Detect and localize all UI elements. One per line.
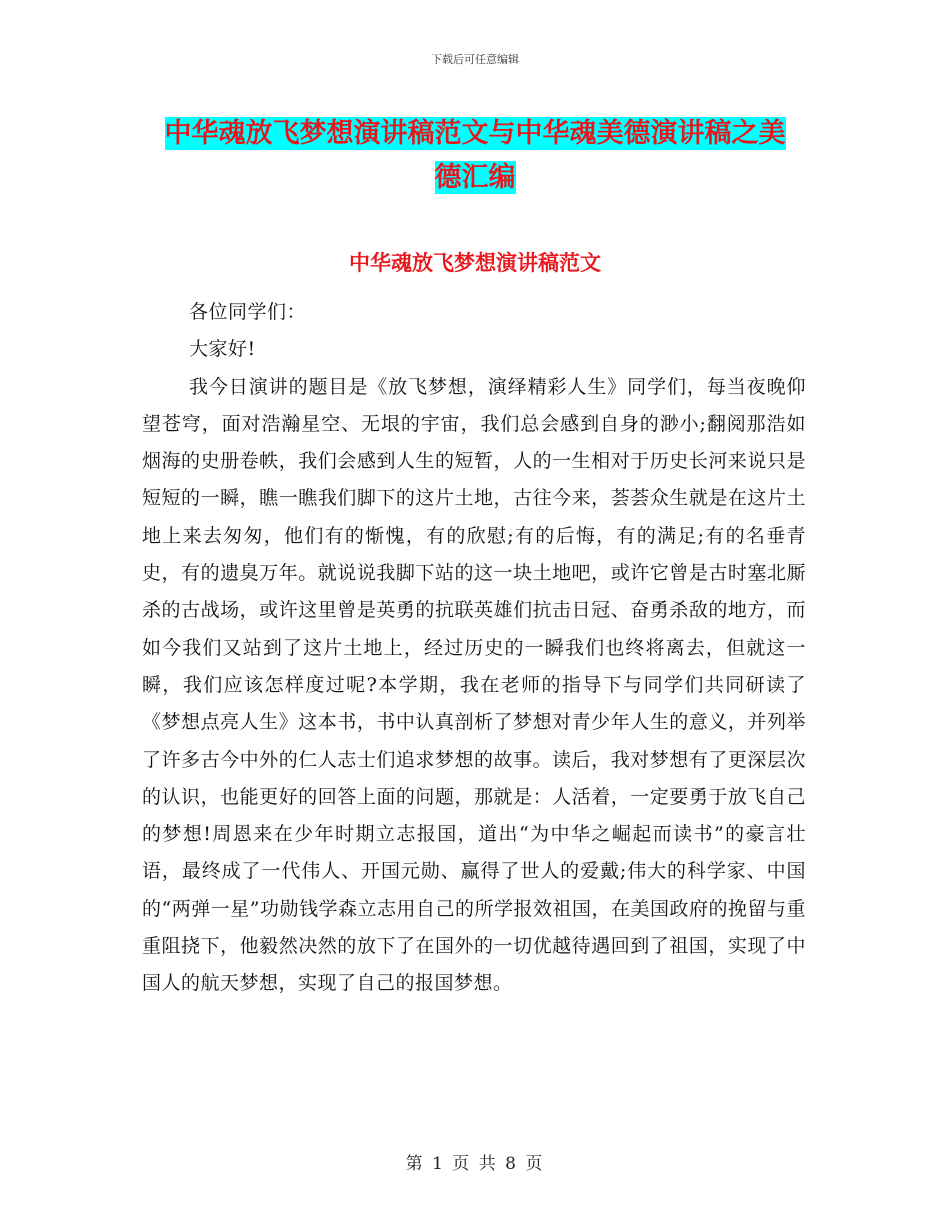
document-title	[140, 112, 810, 200]
page-number: 第 1 页 共 8 页	[405, 1154, 545, 1174]
section-title: 中华魂放飞梦想演讲稿范文	[349, 251, 601, 275]
document-title-line-2: 德汇编	[434, 162, 516, 193]
paragraph-greeting: 各位同学们：	[189, 301, 307, 323]
paragraph-hello: 大家好!	[189, 338, 256, 361]
body-text	[142, 294, 806, 1003]
document-title-line-1: 中华魂放飞梦想演讲稿范文与中华魂美德演讲稿之美	[164, 118, 786, 149]
page-header-note: 下载后可任意编辑	[431, 53, 519, 66]
paragraph-main: 我今日演讲的题目是《放飞梦想，演绎精彩人生》同学们，每当夜晚仰望苍穹，面对浩瀚星空、无垠的宇宙，我们总会感到自身的渺小;翻阅那浩如烟海的史册卷帙，我们会感到人生的短暂，人的一生相对于历史长河来说只是短短的一瞬，瞧一瞧我们脚下的这片土地，古往今来，荟荟众生就是在这片土地上来去匆匆，他们有的惭愧，有的欣慰;有的后悔，有的满足;有的名垂青史，有的遗臭万年。就说说我脚下站的这一块土地吧，或许它曾是古时塞北厮杀的古战场，或许这里曾是英勇的抗联英雄们抗击日冠、奋勇杀敌的地方，而如今我们又站到了这片土地上，经过历史的一瞬我们也终将离去，但就这一瞬，我们应该怎样度过呢?本学期，我在老师的指导下与同学们共同研读了《梦想点亮人生》这本书，书中认真剖析了梦想对青少年人生的意义，并列举了许多古今中外的仁人志士们追求梦想的故事。读后，我对梦想有了更深层次的认识，也能更好的回答上面的问题，那就是：人活着，一定要勇于放飞自己的梦想!周恩来在少年时期立志报国，道出“为中华之崛起而读书”的豪言壮语，最终成了一代伟人、开国元勋、赢得了世人的爱戴;伟大的科学家、中国的“两弹一星”功勋钱学森立志用自己的所学报效祖国，在美国政府的挽留与重重阻挠下，他毅然决然的放下了在国外的一切优越待遇回到了祖国，实现了中国人的航天梦想，实现了自己的报国梦想。	[142, 375, 806, 995]
